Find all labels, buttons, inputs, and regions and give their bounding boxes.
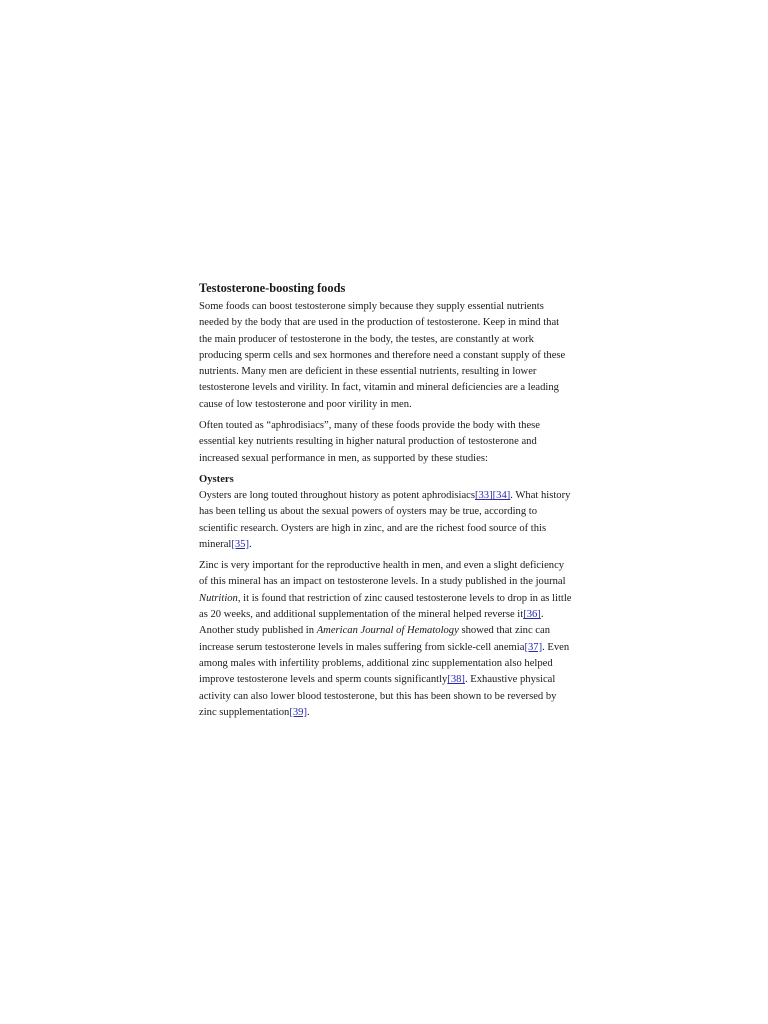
journal-name-hematology: American Journal of Hematology [316,625,459,637]
oysters-paragraph [199,488,574,553]
citation-link-38[interactable]: [38] [447,674,465,686]
text-run: . Even among males with infertility problems, additional zinc supplementation also helped improve testosterone levels and sperm counts significantly [199,641,570,686]
journal-name-nutrition: Nutrition [199,592,238,604]
citation-link-35[interactable]: [35] [231,538,250,550]
document-body [199,279,574,726]
text-run: . Another study published in [199,609,544,637]
citation-link-37[interactable]: [37] [524,641,543,653]
zinc-paragraph [199,558,574,721]
text-run: . [306,706,310,718]
oysters-heading: Oysters [199,473,234,485]
intro-paragraph: Some foods can boost testosterone simply because they supply essential nutrients needed by the body that are used in the production of testosterone. Keep in mind that the main producer of testosterone in the body, the testes, are constantly at work producing sperm cells and sex hormones and therefore need a constant supply of these nutrients. Many men are deficient in these essential nutrients, resulting in lower testosterone levels and virility. In fact, vitamin and mineral deficiencies are a leading cause of low testosterone and poor virility in men. [199,301,566,410]
citation-link-33[interactable]: [33] [474,489,493,501]
citation-link-36[interactable]: [36] [523,609,541,621]
citation-link-39[interactable]: [39] [289,706,307,718]
aphrodisiac-paragraph: Often touted as “aphrodisiacs”, many of these foods provide the body with these essential key nutrients resulting in higher natural production of testosterone and increased sexual performance in men, as supported by these studies: [199,420,540,464]
text-run: , it is found that restriction of zinc caused testosterone levels to drop in as little as 20 weeks, and additional supplementation of the mineral helped reverse it [199,592,572,621]
citation-link-34[interactable]: [34] [492,489,511,501]
text-run: Zinc is very important for the reproductive health in men, and even a slight deficiency of this mineral has an impact on testosterone levels. In a study published in the journal [199,560,566,588]
text-run: . What history has been telling us about the sexual powers of oysters may be true, according to scientific research. Oysters are high in zinc, and are the richest food source of this mineral [199,489,571,550]
text-run: showed that zinc can increase serum testosterone levels in males suffering from sickle-cell anemia [199,625,551,653]
text-run: Oysters are long touted throughout history as potent aphrodisiacs [199,489,475,501]
section-heading: Testosterone-boosting foods [199,281,346,295]
text-run: . [249,538,252,550]
text-run: . Exhaustive physical activity can also lower blood testosterone, but this has been shown to be reversed by zinc supplementation [199,674,557,718]
